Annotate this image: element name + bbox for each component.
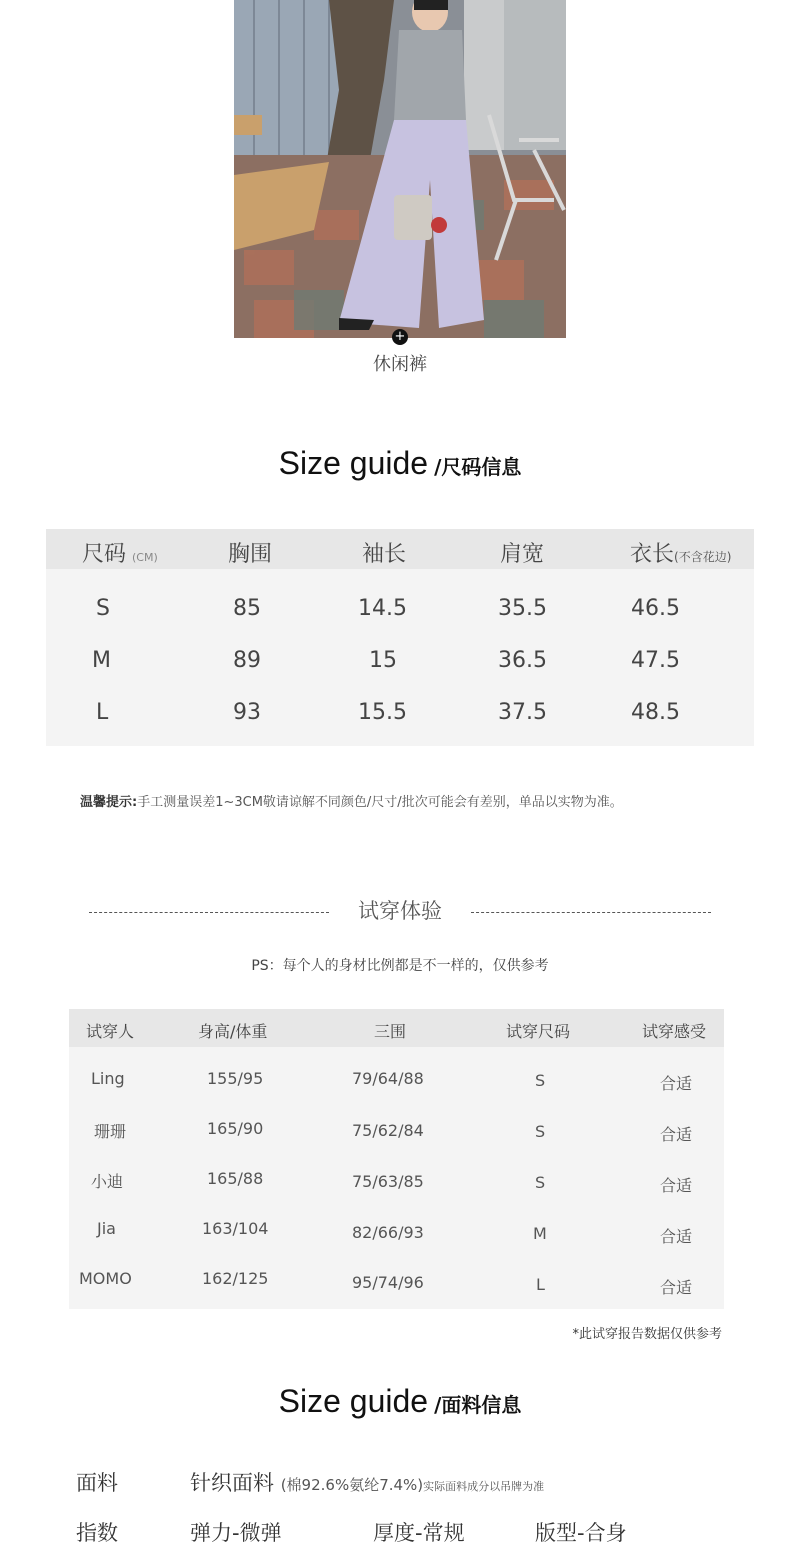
try-cell: L [536,1275,545,1294]
divider [471,912,711,913]
size-cell: 47.5 [631,648,680,673]
try-cell: 165/88 [207,1169,264,1188]
size-table [46,529,754,746]
try-header-feel: 试穿感受 [642,1022,707,1041]
fabric-guide-title-en: Size guide [278,1383,429,1419]
try-cell: S [535,1071,546,1090]
try-cell: 162/125 [202,1269,269,1288]
size-cell: M [92,648,111,673]
try-header-measurements: 三围 [374,1022,407,1041]
try-cell: 75/63/85 [352,1172,424,1191]
try-cell: Jia [97,1219,116,1238]
size-guide-title [0,445,800,482]
size-cell: 35.5 [498,596,547,621]
try-cell: 合适 [660,1074,693,1093]
size-header-shoulder: 肩宽 [500,542,545,567]
plus-icon[interactable]: + [392,329,408,345]
try-cell: 合适 [660,1125,693,1144]
size-cell: 15 [369,648,397,673]
size-header-length: 衣长(不含花边) [630,542,732,567]
try-cell: S [535,1173,546,1192]
size-cell: 93 [233,700,261,725]
try-cell: M [533,1224,547,1243]
try-cell: 155/95 [207,1069,264,1088]
size-header-sleeve: 袖长 [362,542,407,567]
size-cell: 37.5 [498,700,547,725]
try-cell: 95/74/96 [352,1273,424,1292]
try-cell: 75/62/84 [352,1121,424,1140]
try-on-table [69,1009,724,1309]
fit: 版型-合身 [535,1521,627,1545]
fabric-composition: (棉92.6%氨纶7.4%) [280,1476,424,1494]
try-cell: 79/64/88 [352,1069,424,1088]
try-cell: Ling [91,1069,125,1088]
try-header-height-weight: 身高/体重 [198,1022,268,1041]
try-cell: 合适 [660,1227,693,1246]
size-header-chest: 胸围 [228,542,273,567]
fabric-guide-title-cn: /面料信息 [434,1393,522,1417]
tip-text: 手工测量误差1~3CM敬请谅解不同颜色/尺寸/批次可能会有差别，单品以实物为准。 [137,795,623,810]
size-cell: 14.5 [358,596,407,621]
product-photo [234,0,566,338]
size-cell: 46.5 [631,596,680,621]
fabric-value: 针织面料 (棉92.6%氨纶7.4%)实际面料成分以吊牌为准 [190,1471,545,1495]
size-cell: L [96,700,109,725]
size-header-size: 尺码 (CM) [82,542,158,567]
size-guide-title-en: Size guide [278,445,429,481]
try-header-size: 试穿尺码 [506,1022,571,1041]
size-cell: 36.5 [498,648,547,673]
size-cell: 15.5 [358,700,407,725]
fabric-composition-note: 实际面料成分以吊牌为准 [423,1480,545,1493]
size-cell: S [96,596,110,621]
index-label: 指数 [76,1521,118,1545]
try-cell: 163/104 [202,1219,269,1238]
try-cell: 合适 [660,1176,693,1195]
try-cell: 合适 [660,1278,693,1297]
thickness: 厚度-常规 [373,1521,465,1545]
try-cell: 珊珊 [94,1122,127,1141]
try-header-person: 试穿人 [86,1022,135,1041]
try-cell: MOMO [79,1269,132,1288]
try-on-ps: PS：每个人的身材比例都是不一样的，仅供参考 [251,958,549,974]
size-cell: 89 [233,648,261,673]
tip-label: 温馨提示: [80,795,138,810]
try-cell: 165/90 [207,1119,264,1138]
elasticity: 弹力-微弹 [190,1521,282,1545]
photo-caption: 休闲裤 [373,354,427,375]
try-on-note: *此试穿报告数据仅供参考 [572,1327,722,1342]
fabric-guide-title [0,1383,800,1420]
size-cell: 48.5 [631,700,680,725]
divider [89,912,329,913]
try-cell: S [535,1122,546,1141]
measurement-tip [80,791,623,810]
size-guide-title-cn: /尺码信息 [434,455,522,479]
try-cell: 82/66/93 [352,1223,424,1242]
size-cell: 85 [233,596,261,621]
fabric-label: 面料 [76,1471,118,1495]
try-on-title: 试穿体验 [0,895,800,925]
try-cell: 小迪 [91,1172,124,1191]
